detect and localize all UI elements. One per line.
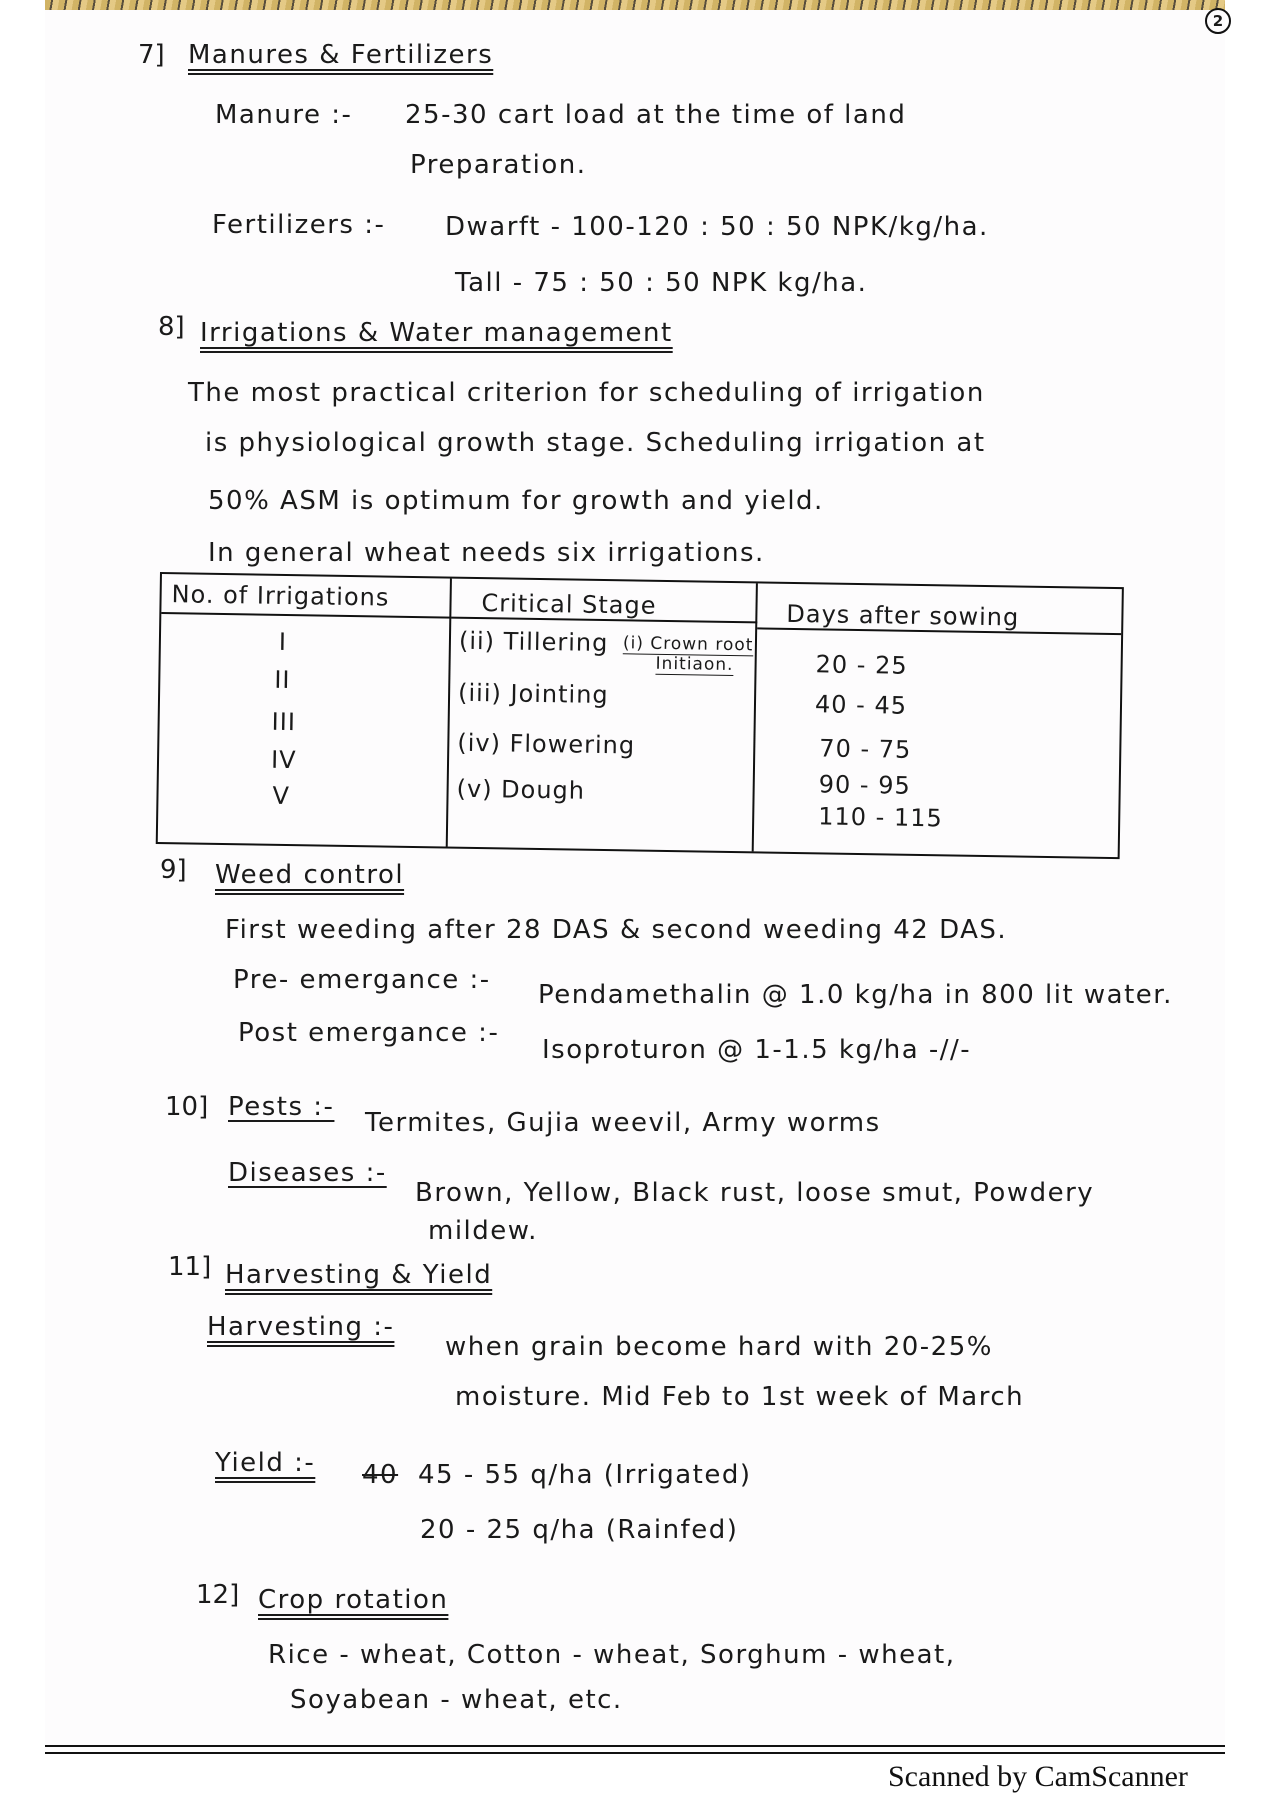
yield-label: Yield :- [215,1448,316,1478]
pre-emergence-text: Pendamethalin @ 1.0 kg/ha in 800 lit water. [538,980,1173,1010]
post-emergence-text: Isoproturon @ 1-1.5 kg/ha -//- [542,1035,972,1065]
pre-emergence-label: Pre- emergance :- [233,965,491,995]
post-emergence-label: Post emergance :- [238,1018,500,1048]
manure-label: Manure :- [215,100,353,130]
column-header: Critical Stage [481,589,657,620]
days-after-sowing: 90 - 95 [818,770,911,800]
table-column-divider [752,583,758,851]
critical-stage-note: (i) Crown root [622,633,754,656]
fertilizer-dwarf: Dwarft - 100-120 : 50 : 50 NPK/kg/ha. [445,212,989,242]
scanner-watermark: Scanned by CamScanner [888,1760,1188,1793]
irrigation-paragraph-line: The most practical criterion for scheduling of irrigation [188,378,985,408]
irrigation-number: III [271,707,297,737]
irrigation-number: V [272,781,291,811]
section-title-weed-control: Weed control [215,860,405,890]
days-after-sowing: 20 - 25 [815,650,908,680]
section-number: 12] [196,1580,240,1610]
irrigation-number: I [278,627,288,657]
diseases-text-cont: mildew. [428,1216,538,1246]
column-header: Days after sowing [786,599,1020,632]
days-after-sowing: 70 - 75 [819,734,912,764]
diseases-text: Brown, Yellow, Black rust, loose smut, Powdery [415,1178,1095,1208]
section-title-irrigation: Irrigations & Water management [200,318,673,348]
irrigation-schedule-table [156,572,1124,859]
weed-text: First weeding after 28 DAS & second weeding 42 DAS. [225,915,1008,945]
section-title-crop-rotation: Crop rotation [258,1585,449,1615]
irrigation-paragraph-line: In general wheat needs six irrigations. [208,538,765,568]
harvesting-text: when grain become hard with 20-25% [445,1332,993,1362]
table-header-divider [161,612,451,619]
critical-stage: (iii) Jointing [457,678,609,710]
pests-label: Pests :- [228,1092,335,1122]
critical-stage-note: Initiaon. [655,653,734,676]
section-number: 11] [168,1252,212,1282]
harvesting-label: Harvesting :- [207,1312,395,1342]
irrigation-paragraph-line: is physiological growth stage. Scheduling irrigation at [205,428,986,458]
crop-rotation-text-cont: Soyabean - wheat, etc. [290,1685,623,1715]
section-number: 10] [165,1092,209,1122]
irrigation-number: IV [270,745,297,775]
page-bottom-rule [45,1745,1225,1747]
yield-irrigated: 45 - 55 q/ha (Irrigated) [418,1460,752,1490]
section-title-manures: Manures & Fertilizers [188,40,494,70]
section-number: 8] [158,312,185,342]
days-after-sowing: 40 - 45 [814,690,908,720]
harvesting-text-cont: moisture. Mid Feb to 1st week of March [455,1382,1025,1412]
page-number: 2 [1205,8,1231,34]
yield-rainfed: 20 - 25 q/ha (Rainfed) [420,1515,739,1545]
critical-stage: (iv) Flowering [457,728,636,760]
table-column-divider [446,579,452,847]
critical-stage: (v) Dough [456,774,586,805]
diseases-label: Diseases :- [228,1158,387,1188]
column-header: No. of Irrigations [171,580,390,612]
section-number: 7] [138,40,165,70]
pests-text: Termites, Gujia weevil, Army worms [365,1108,881,1138]
page-bottom-rule [45,1752,1225,1754]
manure-text: 25-30 cart load at the time of land [405,100,907,130]
irrigation-number: II [274,665,291,695]
fertilizer-label: Fertilizers :- [212,210,386,240]
critical-stage: (ii) Tillering [458,626,609,658]
manure-text-cont: Preparation. [410,150,587,180]
crop-rotation-text: Rice - wheat, Cotton - wheat, Sorghum - wheat, [268,1640,956,1670]
irrigation-paragraph-line: 50% ASM is optimum for growth and yield. [208,486,824,516]
section-title-harvesting: Harvesting & Yield [225,1260,493,1290]
yield-struck-value: 40 [362,1460,399,1490]
fertilizer-tall: Tall - 75 : 50 : 50 NPK kg/ha. [455,268,868,298]
days-after-sowing: 110 - 115 [818,802,943,833]
section-number: 9] [160,855,187,885]
